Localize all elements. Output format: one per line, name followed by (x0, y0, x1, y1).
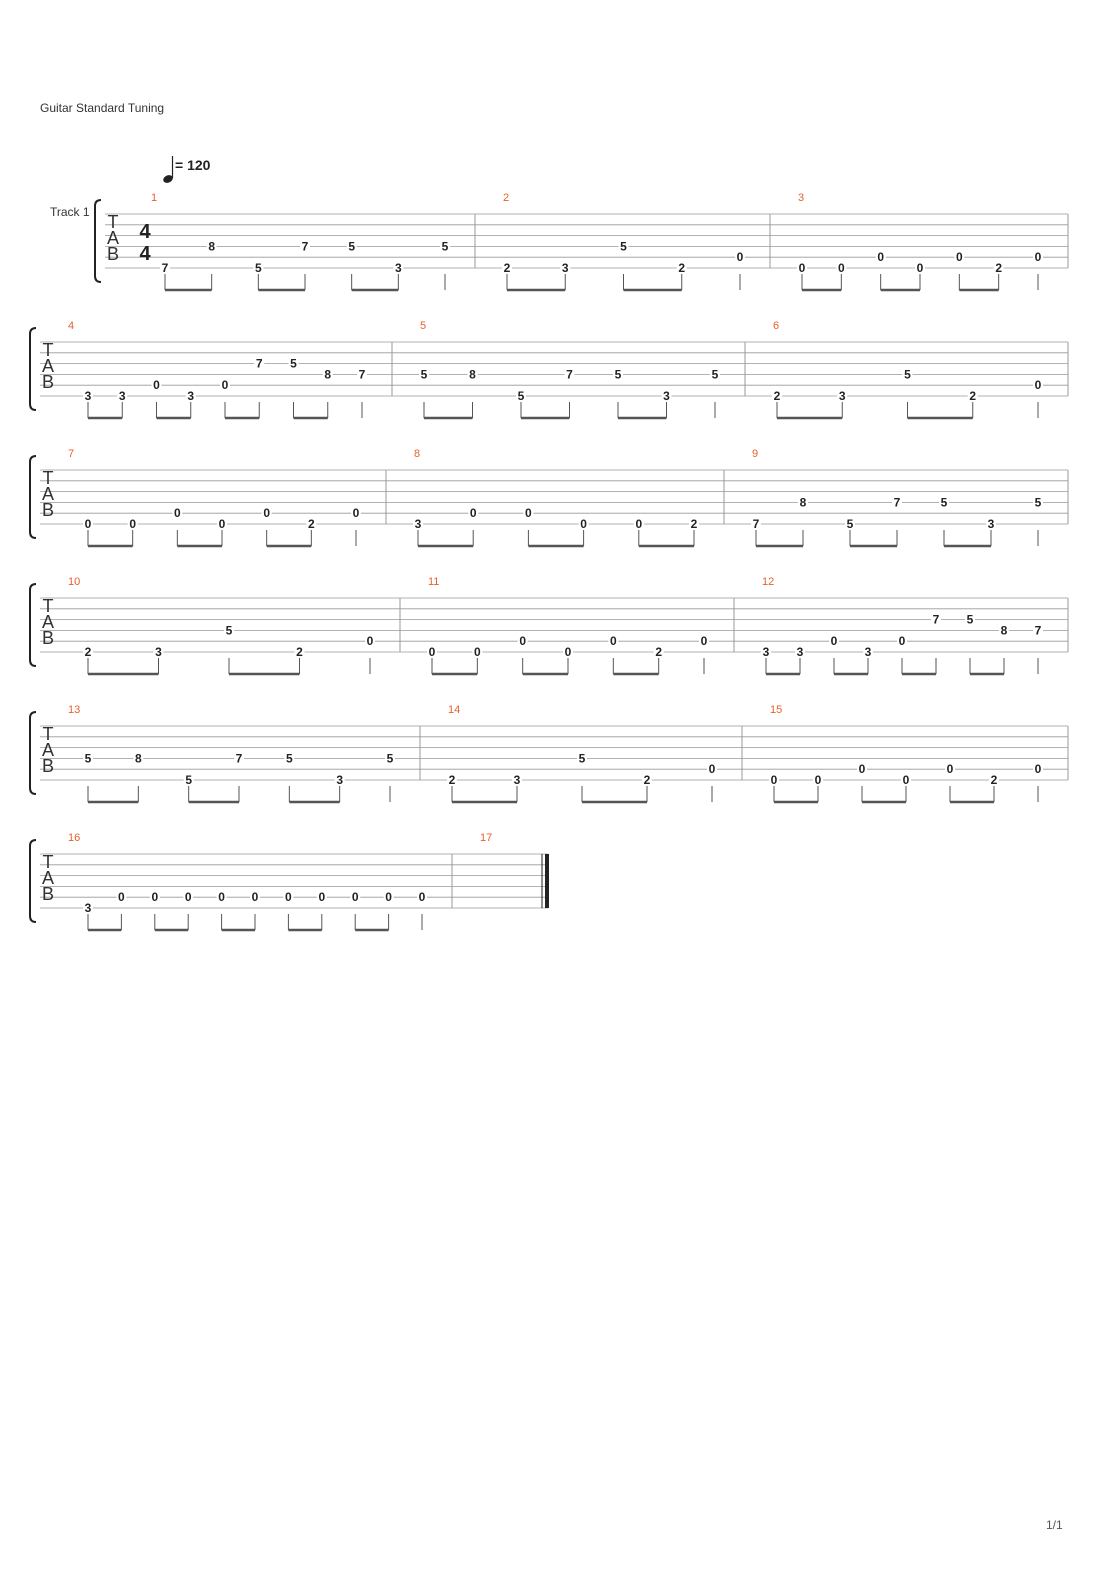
fret-number: 2 (990, 773, 998, 787)
fret-number: 7 (161, 261, 169, 275)
fret-number: 7 (932, 612, 940, 627)
fret-number: 0 (830, 634, 838, 649)
fret-number: 0 (916, 261, 924, 275)
tab-clef-letter: T (42, 340, 54, 360)
fret-number: 7 (301, 239, 309, 254)
fret-number: 7 (893, 495, 901, 510)
tab-clef-letter: T (107, 212, 119, 232)
tab-clef-letter: B (41, 500, 55, 520)
fret-number: 3 (796, 645, 804, 659)
fret-number: 2 (969, 389, 977, 403)
fret-number: 2 (995, 261, 1003, 275)
tab-clef-letter: B (106, 244, 120, 264)
measure-number: 10 (68, 576, 81, 588)
fret-number: 2 (448, 773, 456, 787)
fret-number: 5 (614, 367, 622, 382)
measure-number: 3 (798, 192, 805, 204)
fret-number: 0 (84, 517, 92, 531)
measure-number: 9 (752, 448, 759, 460)
tab-clef-letter: A (41, 868, 55, 888)
system-bracket (30, 712, 36, 794)
tab-clef-letter: A (41, 356, 55, 376)
fret-number: 8 (134, 751, 142, 766)
fret-number: 8 (324, 367, 332, 382)
system-bracket (30, 840, 36, 922)
fret-number: 0 (285, 890, 292, 905)
fret-number: 5 (386, 751, 394, 766)
fret-number: 3 (561, 261, 569, 275)
tab-clef-letter: T (42, 596, 54, 616)
fret-number: 7 (255, 356, 263, 371)
fret-number: 7 (358, 367, 366, 382)
fret-number: 8 (469, 367, 476, 382)
fret-number: 7 (235, 751, 243, 766)
time-signature-bottom: 4 (139, 243, 151, 265)
fret-number: 0 (525, 506, 532, 521)
fret-number: 3 (987, 517, 995, 531)
fret-number: 0 (708, 762, 716, 777)
fret-number: 0 (1034, 250, 1042, 265)
tab-clef-letter: B (41, 756, 55, 776)
fret-number: 0 (609, 634, 617, 649)
tab-clef-letter: A (106, 228, 120, 248)
fret-number: 5 (966, 612, 974, 627)
fret-number: 8 (1000, 623, 1008, 638)
tab-clef-letter: T (42, 468, 54, 488)
measure-number: 1 (151, 192, 158, 204)
measure-number: 8 (414, 448, 421, 460)
fret-number: 0 (1034, 762, 1042, 777)
fret-number: 0 (173, 506, 181, 521)
measure-number: 17 (480, 832, 493, 844)
system-bracket (30, 584, 36, 666)
fret-number: 8 (208, 239, 216, 254)
fret-number: 2 (503, 261, 511, 275)
tab-clef-letter: B (41, 372, 55, 392)
fret-number: 0 (955, 250, 963, 265)
fret-number: 0 (700, 634, 708, 649)
measure-number: 12 (762, 576, 775, 588)
tab-clef-letter: B (41, 628, 55, 648)
fret-number: 2 (643, 773, 651, 787)
measure-number: 2 (503, 192, 510, 204)
fret-number: 0 (473, 645, 481, 659)
tab-clef-letter: T (42, 852, 54, 872)
fret-number: 2 (296, 645, 303, 659)
measure-number: 11 (428, 576, 440, 588)
fret-number: 0 (263, 506, 271, 521)
fret-number: 0 (736, 250, 744, 265)
fret-number: 0 (366, 634, 374, 649)
measure-number: 4 (68, 320, 75, 332)
fret-number: 3 (838, 389, 846, 403)
fret-number: 3 (336, 773, 344, 787)
fret-number: 0 (151, 890, 159, 905)
fret-number: 5 (904, 367, 911, 382)
tab-clef-letter: A (41, 484, 55, 504)
fret-number: 2 (678, 261, 686, 275)
measure-number: 16 (68, 832, 81, 844)
time-signature-top: 4 (139, 221, 151, 243)
measure-number: 5 (420, 320, 427, 332)
fret-number: 3 (762, 645, 770, 659)
fret-number: 0 (221, 378, 229, 393)
fret-number: 0 (352, 506, 360, 521)
fret-number: 5 (711, 367, 719, 382)
fret-number: 5 (285, 751, 293, 766)
measure-number: 13 (68, 704, 81, 716)
fret-number: 0 (118, 890, 125, 905)
fret-number: 3 (864, 645, 872, 659)
fret-number: 0 (218, 517, 226, 531)
system-bracket (30, 456, 36, 538)
fret-number: 5 (348, 239, 356, 254)
fret-number: 2 (307, 517, 315, 531)
fret-number: 5 (517, 389, 525, 403)
fret-number: 5 (940, 495, 948, 510)
fret-number: 5 (846, 517, 854, 531)
fret-number: 0 (519, 634, 527, 649)
page-number: 1/1 (1046, 1518, 1063, 1532)
system-bracket (95, 200, 101, 282)
fret-number: 5 (420, 367, 428, 382)
fret-number: 0 (184, 890, 192, 905)
fret-number: 0 (469, 506, 477, 521)
fret-number: 3 (118, 389, 126, 403)
fret-number: 3 (187, 389, 195, 403)
fret-number: 0 (837, 261, 845, 275)
measure-number: 14 (448, 704, 461, 716)
fret-number: 2 (84, 645, 92, 659)
fret-number: 3 (414, 517, 422, 531)
fret-number: 0 (129, 517, 137, 531)
fret-number: 0 (898, 634, 906, 649)
fret-number: 0 (580, 517, 587, 531)
fret-number: 0 (798, 261, 806, 275)
fret-number: 0 (251, 890, 259, 905)
fret-number: 7 (752, 517, 760, 531)
fret-number: 5 (620, 239, 627, 254)
fret-number: 0 (385, 890, 392, 905)
fret-number: 7 (566, 367, 573, 382)
fret-number: 3 (84, 901, 92, 915)
fret-number: 2 (655, 645, 663, 659)
tab-clef-letter: A (41, 612, 55, 632)
fret-number: 5 (225, 623, 233, 638)
fret-number: 5 (84, 751, 92, 766)
fret-number: 0 (564, 645, 572, 659)
fret-number: 0 (153, 378, 160, 393)
fret-number: 5 (185, 773, 193, 787)
fret-number: 0 (902, 773, 910, 787)
fret-number: 0 (1034, 378, 1042, 393)
fret-number: 3 (155, 645, 162, 659)
tab-clef-letter: T (42, 724, 54, 744)
tempo-marking: = 120 (175, 157, 211, 173)
fret-number: 5 (254, 261, 262, 275)
track-name: Track 1 (50, 205, 90, 219)
fret-number: 0 (770, 773, 778, 787)
fret-number: 3 (394, 261, 402, 275)
fret-number: 5 (578, 751, 586, 766)
fret-number: 0 (418, 890, 426, 905)
measure-number: 15 (770, 704, 783, 716)
fret-number: 0 (635, 517, 643, 531)
fret-number: 2 (773, 389, 781, 403)
tab-clef-letter: B (41, 884, 55, 904)
fret-number: 0 (428, 645, 436, 659)
tab-clef-letter: A (41, 740, 55, 760)
measure-number: 6 (773, 320, 780, 332)
final-barline-thick (545, 854, 549, 908)
fret-number: 5 (441, 239, 449, 254)
measure-number: 7 (68, 448, 75, 460)
fret-number: 0 (318, 890, 326, 905)
fret-number: 3 (84, 389, 92, 403)
fret-number: 0 (858, 762, 866, 777)
tuning-label: Guitar Standard Tuning (40, 101, 165, 115)
fret-number: 7 (1034, 623, 1042, 638)
fret-number: 0 (351, 890, 359, 905)
fret-number: 5 (290, 356, 297, 371)
fret-number: 3 (663, 389, 670, 403)
system-bracket (30, 328, 36, 410)
fret-number: 2 (690, 517, 698, 531)
fret-number: 5 (1034, 495, 1042, 510)
fret-number: 3 (513, 773, 521, 787)
fret-number: 0 (218, 890, 225, 905)
fret-number: 8 (799, 495, 807, 510)
fret-number: 0 (814, 773, 822, 787)
fret-number: 0 (946, 762, 954, 777)
fret-number: 0 (877, 250, 885, 265)
